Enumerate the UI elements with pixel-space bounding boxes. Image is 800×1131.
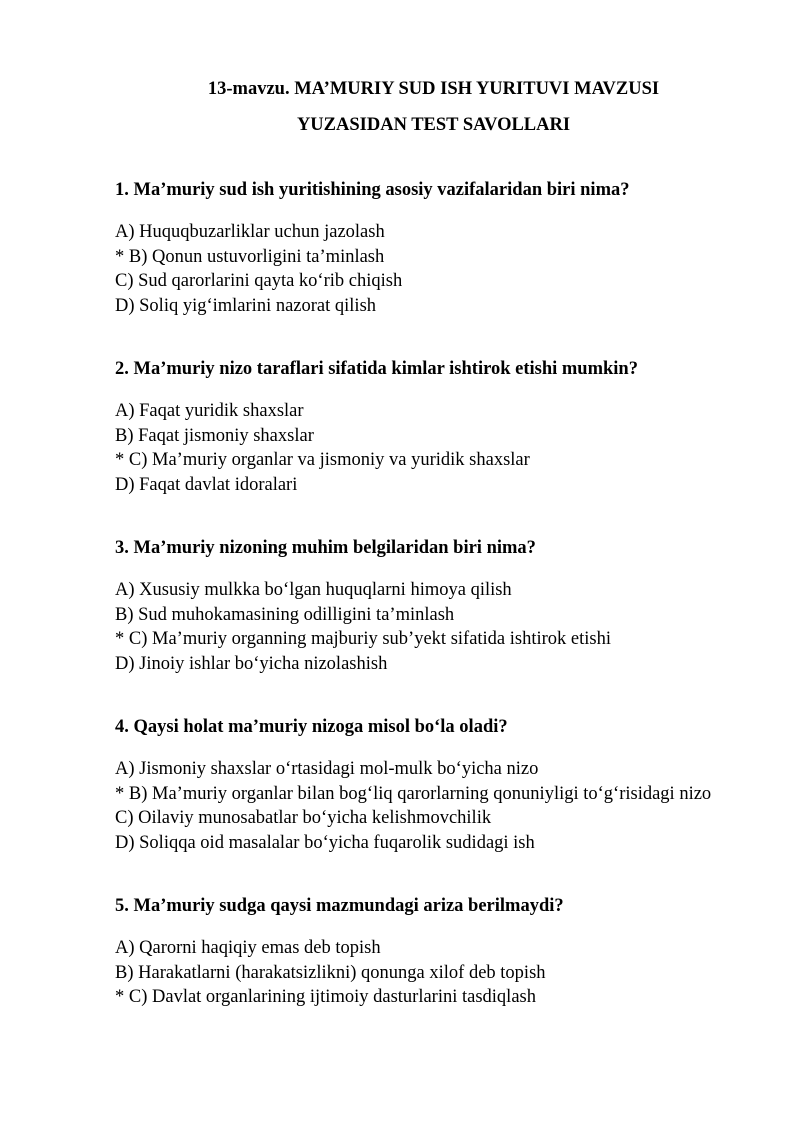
option-c: C) Oilaviy munosabatlar bo‘yicha kelishmovchilik <box>115 808 492 828</box>
question-2 <box>115 357 760 497</box>
question-text: 5. Ma’muriy sudga qaysi mazmundagi ariza berilmaydi? <box>115 896 564 916</box>
option-list <box>115 757 760 855</box>
option-a: A) Xususiy mulkka bo‘lgan huquqlarni himoya qilish <box>115 580 512 600</box>
option-c: * C) Ma’muriy organlar va jismoniy va yuridik shaxslar <box>115 450 530 470</box>
option-d: D) Faqat davlat idoralari <box>115 474 298 495</box>
question-3 <box>115 536 760 676</box>
option-list <box>115 399 760 497</box>
option-c: * C) Ma’muriy organning majburiy sub’yekt sifatida ishtirok etishi <box>115 629 612 649</box>
document-title <box>107 0 760 143</box>
option-b: B) Sud muhokamasining odilligini ta’minlash <box>115 604 455 625</box>
option-a: A) Huquqbuzarliklar uchun jazolash <box>115 222 385 242</box>
option-a: A) Jismoniy shaxslar o‘rtasidagi mol-mulk bo‘yicha nizo <box>115 759 539 779</box>
title-line-2: YUZASIDAN TEST SAVOLLARI <box>296 115 571 135</box>
option-d: D) Soliqqa oid masalalar bo‘yicha fuqarolik sudidagi ish <box>115 832 535 853</box>
option-b: B) Harakatlarni (harakatsizlikni) qonunga xilof deb topish <box>115 962 546 983</box>
question-text: 3. Ma’muriy nizoning muhim belgilaridan biri nima? <box>115 538 536 558</box>
option-a: A) Faqat yuridik shaxslar <box>115 401 304 421</box>
question-4 <box>115 715 760 855</box>
option-c: C) Sud qarorlarini qayta ko‘rib chiqish <box>115 271 403 291</box>
question-1 <box>115 178 760 318</box>
option-list <box>115 578 760 676</box>
title-line-1: 13-mavzu. MA’MURIY SUD ISH YURITUVI MAVZUSI <box>207 79 660 99</box>
option-a: A) Qarorni haqiqiy emas deb topish <box>115 938 381 958</box>
option-b: * B) Qonun ustuvorligini ta’minlash <box>115 246 385 267</box>
option-c: * C) Davlat organlarining ijtimoiy dasturlarini tasdiqlash <box>115 987 536 1007</box>
question-text: 1. Ma’muriy sud ish yuritishining asosiy vazifalaridan biri nima? <box>115 180 630 200</box>
question-5 <box>115 894 760 1010</box>
question-text: 4. Qaysi holat ma’muriy nizoga misol bo‘la oladi? <box>115 717 508 737</box>
option-b: B) Faqat jismoniy shaxslar <box>115 425 314 446</box>
option-d: D) Jinoiy ishlar bo‘yicha nizolashish <box>115 653 388 674</box>
option-b: * B) Ma’muriy organlar bilan bog‘liq qarorlarning qonuniyligi to‘g‘risidagi nizo <box>115 783 712 804</box>
option-d: D) Soliq yig‘imlarini nazorat qilish <box>115 295 377 316</box>
option-list <box>115 936 760 1010</box>
option-list <box>115 220 760 318</box>
question-text: 2. Ma’muriy nizo taraflari sifatida kimlar ishtirok etishi mumkin? <box>115 359 638 379</box>
